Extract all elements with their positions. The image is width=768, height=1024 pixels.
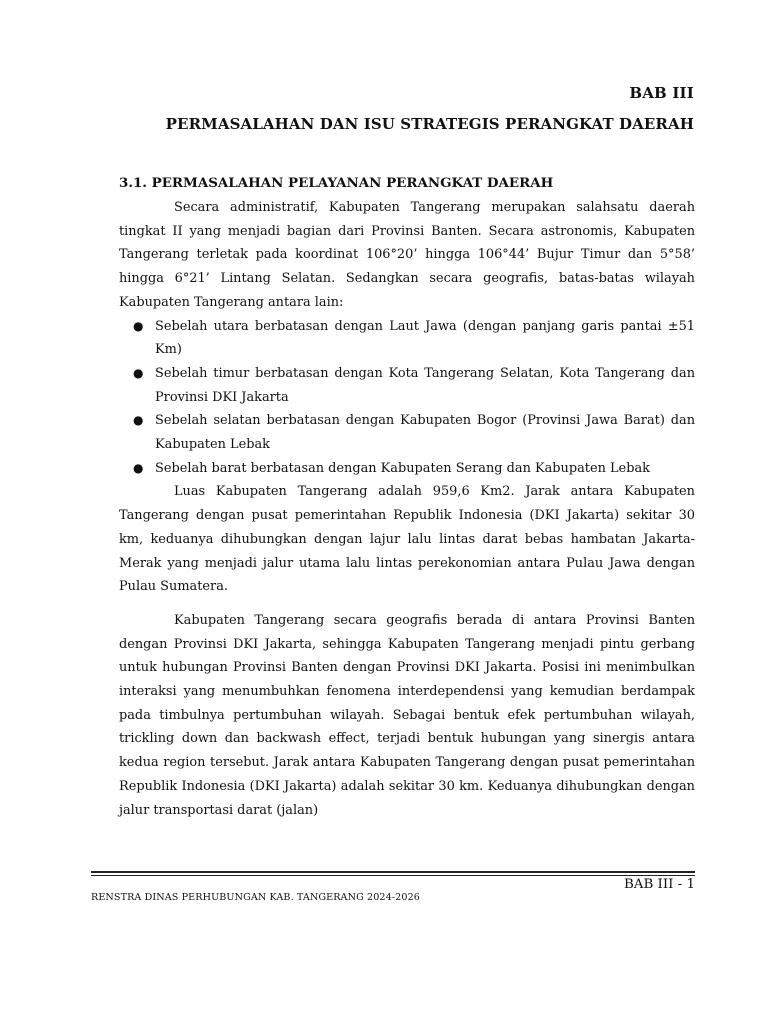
footer-divider-thin bbox=[91, 875, 695, 876]
boundary-list bbox=[119, 315, 695, 481]
section-heading: 3.1. PERMASALAHAN PELAYANAN PERANGKAT DAERAH bbox=[119, 175, 554, 191]
list-item bbox=[119, 315, 695, 362]
list-item-text: Sebelah timur berbatasan dengan Kota Tangerang Selatan, Kota Tangerang dan Provinsi DKI Jakarta bbox=[155, 365, 695, 405]
bullet-icon: ● bbox=[133, 413, 144, 428]
area-paragraph: Luas Kabupaten Tangerang adalah 959,6 Km2. Jarak antara Kabupaten Tangerang dengan pusat pemerintahan Republik Indonesia (DKI Jakarta) sekitar 30 km, keduanya dihubungkan dengan lajur lalu lintas darat bebas hambatan Jakarta-Merak yang menjadi jalur utama lalu lintas perekonomian antara Pulau Jawa dengan Pulau Sumatera. bbox=[119, 484, 695, 595]
bullet-icon: ● bbox=[133, 318, 144, 333]
geography-paragraph: Kabupaten Tangerang secara geografis berada di antara Provinsi Banten dengan Provinsi DKI Jakarta, sehingga Kabupaten Tangerang menjadi pintu gerbang untuk hubungan Provinsi Banten dengan Provinsi DKI Jakarta. Posisi ini menimbulkan interaksi yang menumbuhkan fenomena interdependensi yang kemudian berdampak pada timbulnya pertumbuhan wilayah. Sebagai bentuk efek pertumbuhan wilayah, trickling down dan backwash effect, terjadi bentuk hubungan yang sinergis antara kedua region tersebut. Jarak antara Kabupaten Tangerang dengan pusat pemerintahan Republik Indonesia (DKI Jakarta) adalah sekitar 30 km. Keduanya dihubungkan dengan jalur transportasi darat (jalan) bbox=[119, 612, 695, 818]
list-item bbox=[119, 457, 695, 481]
section-body bbox=[119, 196, 695, 822]
list-item-text: Sebelah selatan berbatasan dengan Kabupaten Bogor (Provinsi Jawa Barat) dan Kabupaten Lebak bbox=[155, 413, 695, 453]
bullet-icon: ● bbox=[133, 460, 144, 475]
bullet-icon: ● bbox=[133, 365, 144, 380]
list-item-text: Sebelah utara berbatasan dengan Laut Jawa (dengan panjang garis pantai ±51 Km) bbox=[155, 318, 695, 358]
footer-divider bbox=[91, 871, 695, 873]
chapter-number: BAB III bbox=[629, 84, 694, 102]
page-number: BAB III - 1 bbox=[623, 877, 695, 892]
intro-paragraph: Secara administratif, Kabupaten Tangerang merupakan salahsatu daerah tingkat II yang menjadi bagian dari Provinsi Banten. Secara astronomis, Kabupaten Tangerang terletak pada koordinat 106°20’ hingga 106°44’ Bujur Timur dan 5°58’ hingga 6°21’ Lintang Selatan. Sedangkan secara geografis, batas-batas wilayah Kabupaten Tangerang antara lain: bbox=[119, 200, 695, 310]
list-item bbox=[119, 409, 695, 456]
list-item bbox=[119, 362, 695, 409]
footer-document-title: RENSTRA DINAS PERHUBUNGAN KAB. TANGERANG 2024-2026 bbox=[91, 892, 420, 903]
list-item-text: Sebelah barat berbatasan dengan Kabupaten Serang dan Kabupaten Lebak bbox=[155, 460, 650, 476]
chapter-title: PERMASALAHAN DAN ISU STRATEGIS PERANGKAT DAERAH bbox=[165, 115, 694, 133]
